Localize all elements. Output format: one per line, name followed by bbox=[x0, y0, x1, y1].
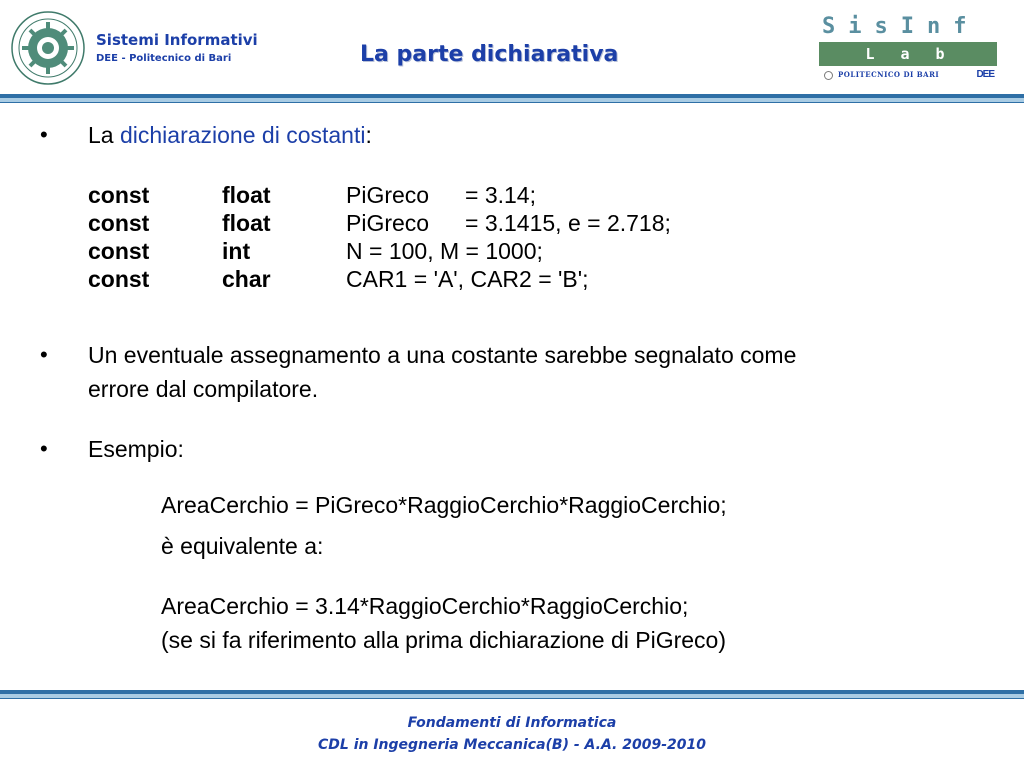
bullet-assignment-line1: Un eventuale assegnamento a una costante sarebbe segnalato come bbox=[88, 342, 797, 368]
poliba-mini-seal-icon bbox=[824, 71, 833, 80]
bullet-assignment-line2: errore dal compilatore. bbox=[88, 376, 319, 402]
code-declaration: N = 100, M = 1000; bbox=[346, 238, 543, 264]
code-declaration: PiGreco bbox=[346, 182, 430, 208]
brand-subtitle: DEE - Politecnico di Bari bbox=[96, 53, 232, 64]
code-row bbox=[88, 237, 788, 265]
code-type: float bbox=[222, 210, 271, 236]
footer-program: CDL in Ingegneria Meccanica(B) - A.A. 2009-2010 bbox=[318, 737, 706, 753]
code-row bbox=[88, 181, 788, 209]
code-row bbox=[88, 265, 788, 293]
header-rule-thin bbox=[0, 102, 1024, 103]
code-declaration: PiGreco bbox=[346, 210, 430, 236]
footer-course: Fondamenti di Informatica bbox=[407, 715, 617, 731]
code-keyword: const bbox=[88, 182, 150, 208]
footer-rule-thin bbox=[0, 698, 1024, 699]
lab-logo-dept: DEE bbox=[976, 69, 994, 80]
code-type: int bbox=[222, 238, 251, 264]
lab-logo-line1: SisInf bbox=[822, 14, 980, 39]
lab-logo-line2: Lab bbox=[819, 42, 997, 66]
example-line: (se si fa riferimento alla prima dichiarazione di PiGreco) bbox=[161, 627, 726, 653]
code-declaration: CAR1 = 'A', CAR2 = 'B'; bbox=[346, 266, 589, 292]
example-line: è equivalente a: bbox=[161, 533, 324, 559]
code-keyword: const bbox=[88, 238, 150, 264]
example-line: AreaCerchio = PiGreco*RaggioCerchio*RaggioCerchio; bbox=[161, 492, 727, 518]
bullet-marker: • bbox=[40, 342, 48, 367]
slide-title: La parte dichiarativa bbox=[360, 42, 619, 67]
code-value: = 3.1415, e = 2.718; bbox=[465, 210, 671, 236]
lab-logo-footer bbox=[822, 70, 996, 82]
code-row bbox=[88, 209, 788, 237]
bullet-marker: • bbox=[40, 436, 48, 461]
bullet-constants-heading bbox=[88, 121, 372, 149]
code-type: float bbox=[222, 182, 271, 208]
bullet-example-label: Esempio: bbox=[88, 436, 184, 462]
bullet-marker: • bbox=[40, 122, 48, 147]
heading-highlight: dichiarazione di costanti bbox=[119, 122, 366, 148]
code-value: = 3.14; bbox=[465, 182, 536, 208]
example-line: AreaCerchio = 3.14*RaggioCerchio*RaggioCerchio; bbox=[161, 593, 689, 619]
heading-suffix: : bbox=[365, 122, 372, 148]
heading-prefix: La bbox=[88, 122, 120, 148]
brand-title: Sistemi Informativi bbox=[96, 31, 258, 49]
code-keyword: const bbox=[88, 266, 150, 292]
lab-logo-institution: POLITECNICO DI BARI bbox=[838, 70, 940, 79]
code-type: char bbox=[222, 266, 271, 292]
code-keyword: const bbox=[88, 210, 150, 236]
politecnico-seal-logo bbox=[10, 10, 86, 86]
